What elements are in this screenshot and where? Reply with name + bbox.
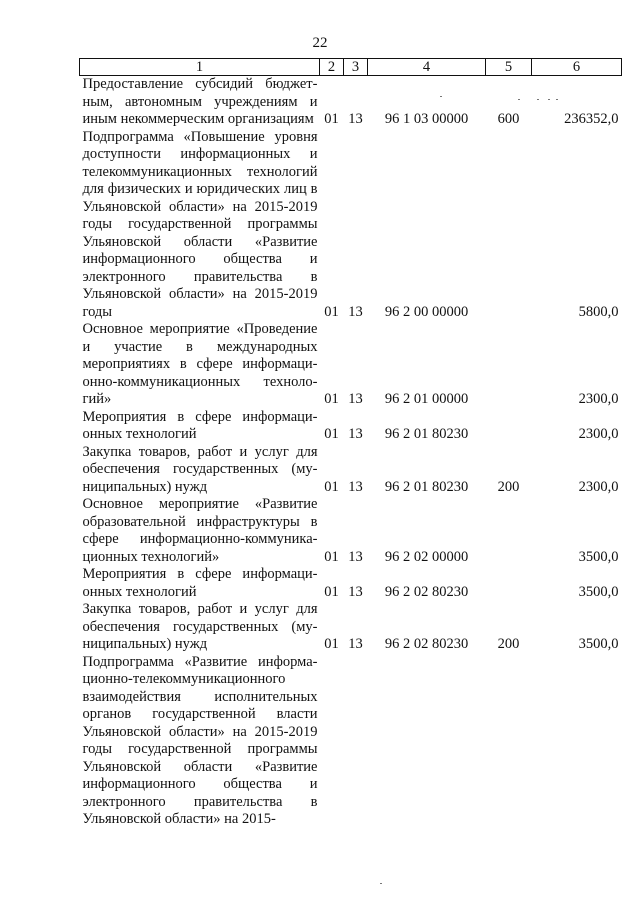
row-name: Закупка товаров, работ и услуг для обеспечения государственных (муниципальных) нужд (82, 601, 318, 652)
table-row (80, 76, 622, 129)
row-section: 01 (324, 391, 339, 407)
scan-speck (537, 99, 539, 100)
row-section: 01 (324, 583, 339, 600)
row-section: 01 (324, 426, 339, 442)
row-expense-type (486, 321, 532, 409)
row-subsection: 13 (348, 111, 363, 127)
row-subsection (344, 654, 368, 829)
row-target-code: 96 2 01 80230 (384, 478, 469, 495)
page-number: 22 (312, 35, 328, 51)
row-expense-type: 200 (497, 478, 520, 495)
row-amount: 2300,0 (578, 426, 619, 442)
row-subsection: 13 (348, 478, 363, 495)
row-target-code: 96 2 02 80230 (384, 636, 469, 652)
row-name: Мероприятия в сфере информационных технологий (82, 566, 318, 600)
row-section: 01 (324, 111, 339, 127)
table-row (80, 444, 622, 497)
row-amount (532, 654, 622, 829)
row-name: Основное мероприятие «Развитие образовательной инфраструктуры в сфере информационно-коммуникационных технологий» (82, 496, 318, 565)
row-name: Основное мероприятие «Проведение и участие в международных мероприятиях в сфере информационно-коммуникационных технологий» (82, 321, 318, 407)
scan-speck (556, 99, 558, 100)
scan-speck (518, 99, 520, 100)
row-section: 01 (324, 548, 339, 565)
column-header-1: 1 (80, 59, 320, 76)
table-row (80, 566, 622, 601)
row-expense-type (486, 409, 532, 444)
row-expense-type (486, 129, 532, 322)
row-section: 01 (324, 303, 339, 320)
table-row (80, 601, 622, 654)
row-amount: 236352,0 (564, 111, 619, 127)
scan-speck (440, 96, 442, 97)
row-name: Мероприятия в сфере информационных технологий (82, 408, 318, 442)
row-section: 01 (324, 636, 339, 652)
row-name: Закупка товаров, работ и услуг для обеспечения государственных (муниципальных) нужд (82, 443, 318, 495)
table-row (80, 321, 622, 409)
row-subsection: 13 (348, 548, 363, 565)
row-amount: 3500,0 (578, 583, 619, 600)
budget-table (79, 58, 622, 829)
row-expense-type (486, 496, 532, 566)
row-target-code: 96 2 02 80230 (384, 583, 469, 600)
column-header-2: 2 (320, 59, 344, 76)
table-header-row (80, 59, 622, 76)
row-amount: 3500,0 (578, 548, 619, 565)
row-subsection: 13 (348, 391, 363, 407)
table-row (80, 496, 622, 566)
row-subsection: 13 (348, 583, 363, 600)
row-section: 01 (324, 478, 339, 495)
row-section (320, 654, 344, 829)
column-header-5: 5 (486, 59, 532, 76)
table-row (80, 129, 622, 322)
row-name: Предоставление субсидий бюджетным, автономным учреждениям и иным некоммерческим организациям (82, 76, 318, 127)
row-amount: 5800,0 (578, 303, 619, 320)
row-name: Подпрограмма «Развитие информационно-телекоммуникационного взаимодействия исполнительных органов государственной власти Ульяновской области» на 2015-2019 годы государственной программы Ульяновской области «Развитие информационного общества и электронного правительства в Ульяновской области» на 2015- (82, 653, 318, 827)
row-subsection: 13 (348, 636, 363, 652)
row-subsection: 13 (348, 303, 363, 320)
scan-speck (380, 883, 382, 884)
row-amount: 2300,0 (578, 391, 619, 407)
row-expense-type (486, 566, 532, 601)
row-amount: 3500,0 (578, 636, 619, 652)
row-subsection: 13 (348, 426, 363, 442)
row-target-code (368, 654, 486, 829)
column-header-3: 3 (344, 59, 368, 76)
row-expense-type (486, 654, 532, 829)
scan-speck (548, 99, 550, 100)
row-target-code: 96 2 01 80230 (384, 426, 469, 442)
row-target-code: 96 2 01 00000 (384, 391, 469, 407)
row-name: Подпрограмма «Повышение уровня доступности информационных и телекоммуникационных технологий для физических и юридических лиц в Ульяновской области» на 2015-2019 годы государственной программы Ульяновской области «Развитие информационного общества и электронного правительства в Ульяновской области» на 2015-2019 годы (82, 128, 318, 320)
table-row (80, 654, 622, 829)
row-target-code: 96 1 03 00000 (384, 111, 469, 127)
row-amount: 2300,0 (578, 478, 619, 495)
row-target-code: 96 2 02 00000 (384, 548, 469, 565)
row-target-code: 96 2 00 00000 (384, 303, 469, 320)
column-header-6: 6 (532, 59, 622, 76)
row-expense-type: 600 (497, 111, 520, 127)
table-row (80, 409, 622, 444)
row-expense-type: 200 (497, 636, 520, 652)
column-header-4: 4 (368, 59, 486, 76)
